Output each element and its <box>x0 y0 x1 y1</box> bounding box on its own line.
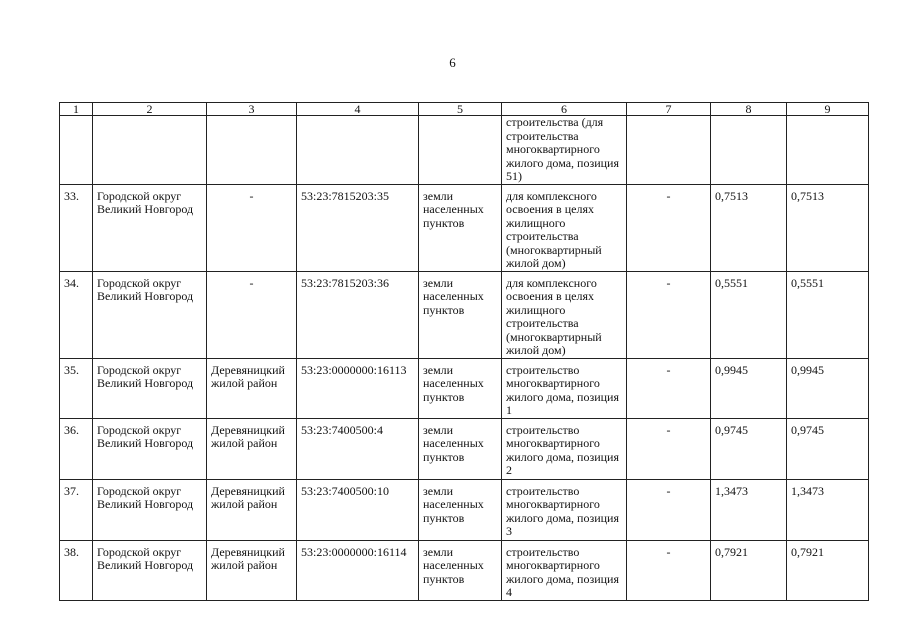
cell-purpose: строительство многоквартирного жилого дома, позиция 1 <box>502 358 627 418</box>
cell-number: 34. <box>60 271 93 358</box>
header-col-5: 5 <box>419 103 502 116</box>
table-row <box>60 418 869 479</box>
cell-number: 33. <box>60 184 93 271</box>
header-col-2: 2 <box>93 103 207 116</box>
cell-col7: - <box>627 184 711 271</box>
cell-number: 36. <box>60 418 93 479</box>
table-row <box>60 358 869 418</box>
header-col-9: 9 <box>787 103 869 116</box>
cell-land-category: земли населенных пунктов <box>419 479 502 540</box>
cell-area: 0,5551 <box>711 271 787 358</box>
table-header-row <box>60 103 869 116</box>
cell-empty <box>297 116 419 185</box>
cell-cadastral-number: 53:23:7815203:36 <box>297 271 419 358</box>
cell-area-total: 0,7513 <box>787 184 869 271</box>
cell-cadastral-number: 53:23:7400500:10 <box>297 479 419 540</box>
cell-empty <box>207 116 297 185</box>
cell-empty <box>60 116 93 185</box>
cell-district: Деревяницкий жилой район <box>207 358 297 418</box>
land-plots-table <box>59 102 869 601</box>
page-number: 6 <box>449 55 456 70</box>
table-row-continuation <box>60 116 869 185</box>
cell-territory: Городской округ Великий Новгород <box>93 184 207 271</box>
header-col-8: 8 <box>711 103 787 116</box>
cell-land-category: земли населенных пунктов <box>419 358 502 418</box>
cell-number: 37. <box>60 479 93 540</box>
cell-area-total: 0,9945 <box>787 358 869 418</box>
cell-district: Деревяницкий жилой район <box>207 479 297 540</box>
header-col-6: 6 <box>502 103 627 116</box>
cell-purpose: строительство многоквартирного жилого дома, позиция 4 <box>502 540 627 600</box>
table-row <box>60 479 869 540</box>
cell-territory: Городской округ Великий Новгород <box>93 540 207 600</box>
cell-empty <box>419 116 502 185</box>
header-col-3: 3 <box>207 103 297 116</box>
cell-purpose: строительство многоквартирного жилого дома, позиция 3 <box>502 479 627 540</box>
table-row <box>60 271 869 358</box>
cell-col7: - <box>627 540 711 600</box>
cell-district: Деревяницкий жилой район <box>207 540 297 600</box>
cell-empty <box>93 116 207 185</box>
cell-district: - <box>207 184 297 271</box>
cell-district: Деревяницкий жилой район <box>207 418 297 479</box>
cell-land-category: земли населенных пунктов <box>419 418 502 479</box>
cell-area: 1,3473 <box>711 479 787 540</box>
cell-number: 38. <box>60 540 93 600</box>
cell-purpose: строительство многоквартирного жилого дома, позиция 2 <box>502 418 627 479</box>
header-col-7: 7 <box>627 103 711 116</box>
cell-empty <box>787 116 869 185</box>
cell-district: - <box>207 271 297 358</box>
cell-area-total: 0,7921 <box>787 540 869 600</box>
cell-territory: Городской округ Великий Новгород <box>93 418 207 479</box>
cell-purpose: для комплексного освоения в целях жилищного строительства (многоквартирный жилой дом) <box>502 271 627 358</box>
cell-area: 0,9945 <box>711 358 787 418</box>
cell-empty <box>627 116 711 185</box>
header-col-1: 1 <box>60 103 93 116</box>
header-col-4: 4 <box>297 103 419 116</box>
cell-territory: Городской округ Великий Новгород <box>93 271 207 358</box>
cell-purpose: для комплексного освоения в целях жилищного строительства (многоквартирный жилой дом) <box>502 184 627 271</box>
cell-col7: - <box>627 479 711 540</box>
cell-area: 0,9745 <box>711 418 787 479</box>
cell-empty <box>711 116 787 185</box>
cell-area: 0,7513 <box>711 184 787 271</box>
cell-number: 35. <box>60 358 93 418</box>
cell-territory: Городской округ Великий Новгород <box>93 358 207 418</box>
cell-land-category: земли населенных пунктов <box>419 271 502 358</box>
cell-cadastral-number: 53:23:0000000:16113 <box>297 358 419 418</box>
cell-col7: - <box>627 418 711 479</box>
cell-cadastral-number: 53:23:0000000:16114 <box>297 540 419 600</box>
cell-area: 0,7921 <box>711 540 787 600</box>
cell-territory: Городской округ Великий Новгород <box>93 479 207 540</box>
table-row <box>60 540 869 600</box>
cell-area-total: 0,5551 <box>787 271 869 358</box>
cell-area-total: 0,9745 <box>787 418 869 479</box>
cell-land-category: земли населенных пунктов <box>419 184 502 271</box>
cell-cadastral-number: 53:23:7815203:35 <box>297 184 419 271</box>
cell-cadastral-number: 53:23:7400500:4 <box>297 418 419 479</box>
cell-land-category: земли населенных пунктов <box>419 540 502 600</box>
cell-col7: - <box>627 271 711 358</box>
table-row <box>60 184 869 271</box>
cell-purpose: строительства (для строительства многоквартирного жилого дома, позиция 51) <box>502 116 627 185</box>
cell-col7: - <box>627 358 711 418</box>
cell-area-total: 1,3473 <box>787 479 869 540</box>
